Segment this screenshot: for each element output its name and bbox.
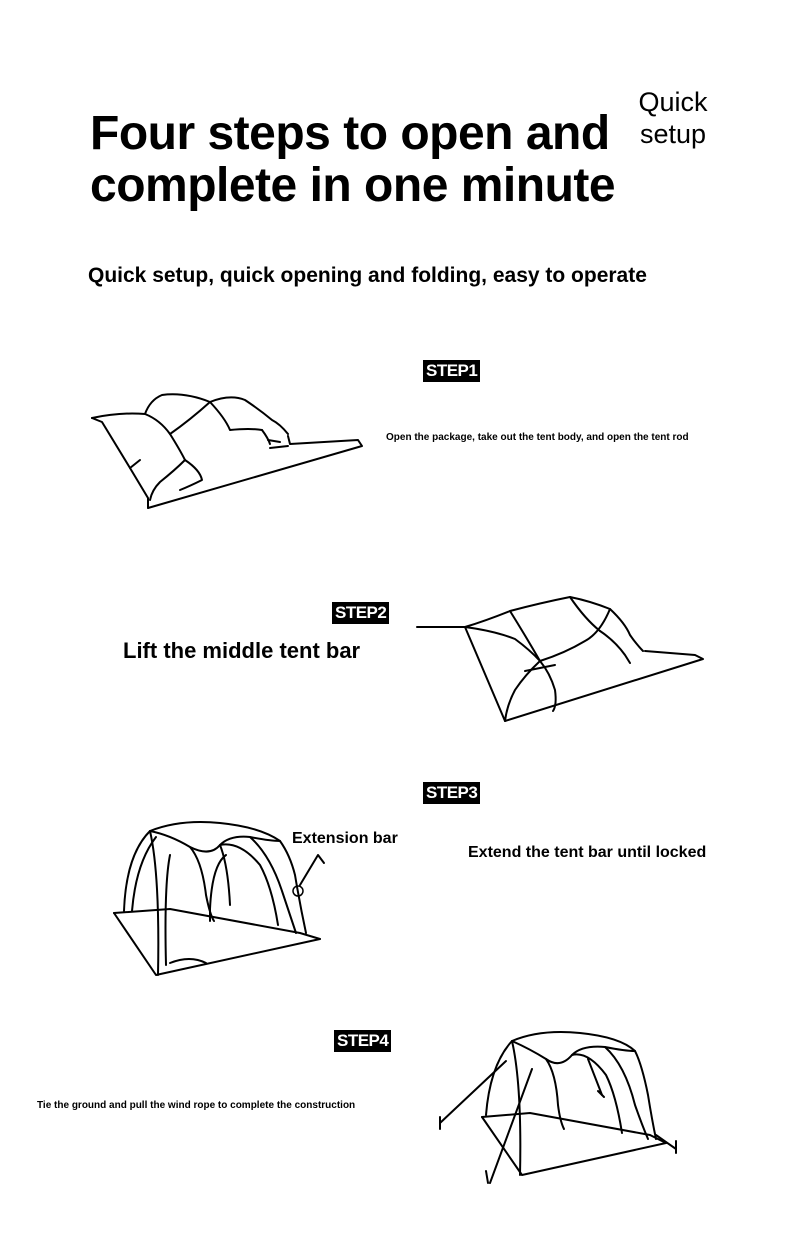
headline-line-1: Four steps to open and bbox=[90, 107, 610, 160]
step3-badge: STEP3 bbox=[423, 782, 480, 804]
page-title bbox=[90, 108, 650, 212]
step1-caption: Open the package, take out the tent body, and open the tent rod bbox=[386, 432, 689, 443]
staked-tent-icon bbox=[430, 1025, 690, 1190]
folded-tent-icon bbox=[90, 390, 370, 515]
step4-caption: Tie the ground and pull the wind rope to complete the construction bbox=[37, 1100, 356, 1111]
extension-bar-callout: Extension bar bbox=[292, 830, 398, 847]
step2-badge: STEP2 bbox=[332, 602, 389, 624]
quick-setup-label bbox=[628, 86, 718, 150]
quick-setup-line-1: Quick bbox=[638, 87, 708, 117]
step3-caption: Extend the tent bar until locked bbox=[468, 844, 707, 861]
quick-setup-line-2: setup bbox=[639, 119, 707, 149]
subtitle: Quick setup, quick opening and folding, easy to operate bbox=[88, 264, 647, 287]
step1-badge: STEP1 bbox=[423, 360, 480, 382]
step4-badge: STEP4 bbox=[334, 1030, 391, 1052]
dome-tent-icon bbox=[110, 815, 340, 985]
headline-line-2: complete in one minute bbox=[90, 159, 616, 212]
step2-caption: Lift the middle tent bar bbox=[123, 638, 361, 663]
half-open-tent-icon bbox=[415, 595, 710, 725]
